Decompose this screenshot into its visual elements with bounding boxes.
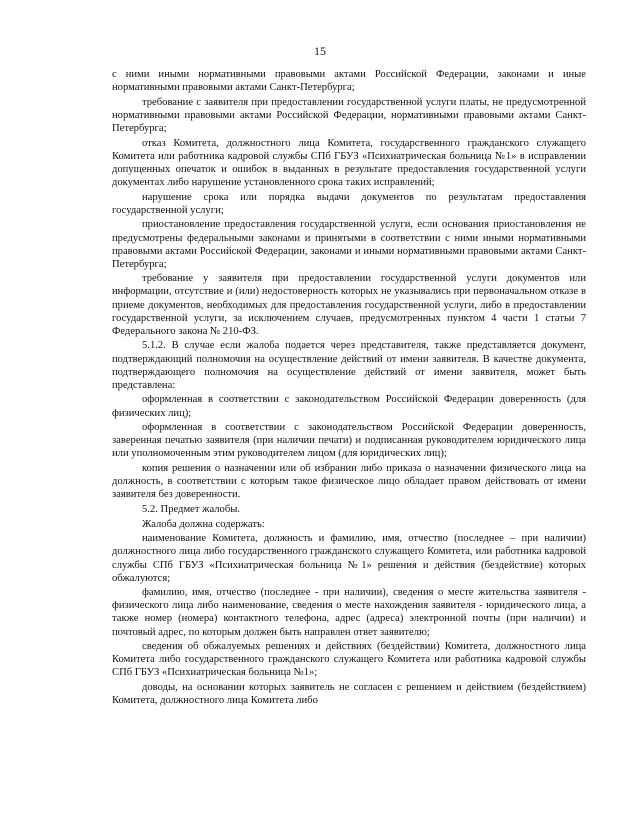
page-number: 15 — [314, 44, 326, 58]
paragraph: сведения об обжалуемых решениях и действиях (бездействии) Комитета, должностного лица Комитета либо государственного гражданского служащего Комитета или работника кадровой службы СПб ГБУЗ «Психиатрическая больница №1»; — [112, 641, 586, 679]
paragraph: Жалоба должна содержать: — [142, 518, 265, 530]
paragraph: 5.1.2. В случае если жалоба подается через представителя, также представляется документ, подтверждающий полномочия на осуществление действий от имени заявителя. В качестве документа, подтверждающего полномочия на осуществление действий от имени заявителя, может быть представлена: — [112, 340, 586, 391]
paragraph: наименование Комитета, должность и фамилию, имя, отчество (последнее – при наличии) должностного лица либо государственного гражданского служащего Комитета, или работника кадровой службы СПб ГБУЗ «Психиатрическая больница №1» решения и действия (бездействие) которых обжалуются; — [112, 533, 586, 584]
paragraph: копия решения о назначении или об избрании либо приказа о назначении физического лица на должность, в соответствии с которым такое физическое лицо обладает правом действовать от имени заявителя без доверенности. — [112, 463, 586, 501]
paragraph: отказ Комитета, должностного лица Комитета, государственного гражданского служащего Комитета или работника кадровой службы СПб ГБУЗ «Психиатрическая больница №1» в исправлении допущенных опечаток и ошибок в выданных в результате предоставления государственной услуги документах либо нарушение установленного срока таких исправлений; — [112, 137, 586, 188]
paragraph: требование с заявителя при предоставлении государственной услуги платы, не предусмотренной нормативными правовыми актами Российской Федерации, нормативными правовыми актами Санкт-Петербурга; — [112, 96, 586, 134]
paragraph: приостановление предоставления государственной услуги, если основания приостановления не предусмотрены федеральными законами и принятыми в соответствии с ними иными нормативными правовыми актами Российской Федерации, законами и иными нормативными правовыми актами Санкт-Петербурга; — [112, 219, 586, 270]
paragraph: оформленная в соответствии с законодательством Российской Федерации доверенность (для физических лиц); — [112, 394, 586, 419]
document-body — [112, 68, 586, 709]
paragraph: оформленная в соответствии с законодательством Российской Федерации доверенность, заверенная печатью заявителя (при наличии печати) и подписанная руководителем юридического лица или уполномоченным этим руководителем лицом (для юридических лиц); — [112, 422, 586, 460]
paragraph: с ними иными нормативными правовыми актами Российской Федерации, законами и иные нормативными правовыми актами Санкт-Петербурга; — [112, 69, 586, 94]
section-heading: 5.2. Предмет жалобы. — [142, 503, 240, 515]
paragraph: доводы, на основании которых заявитель не согласен с решением и действием (бездействием) Комитета, должностного лица Комитета либо — [112, 682, 586, 707]
paragraph: фамилию, имя, отчество (последнее - при наличии), сведения о месте жительства заявителя - физического лица либо наименование, сведения о месте нахождения заявителя - юридического лица, а также номер (номера) контактного телефона, адрес (адреса) электронной почты (при наличии) и почтовый адрес, по которым должен быть направлен ответ заявителю; — [112, 587, 586, 638]
paragraph: нарушение срока или порядка выдачи документов по результатам предоставления государственной услуги; — [112, 191, 586, 216]
paragraph: требование у заявителя при предоставлении государственной услуги документов или информации, отсутствие и (или) недостоверность которых не указывались при первоначальном отказе в приеме документов, необходимых для предоставления государственной услуги, либо в предоставлении государственной услуги, за исключением случаев, предусмотренных пунктом 4 части 1 статьи 7 Федерального закона № 210-ФЗ. — [112, 273, 586, 337]
